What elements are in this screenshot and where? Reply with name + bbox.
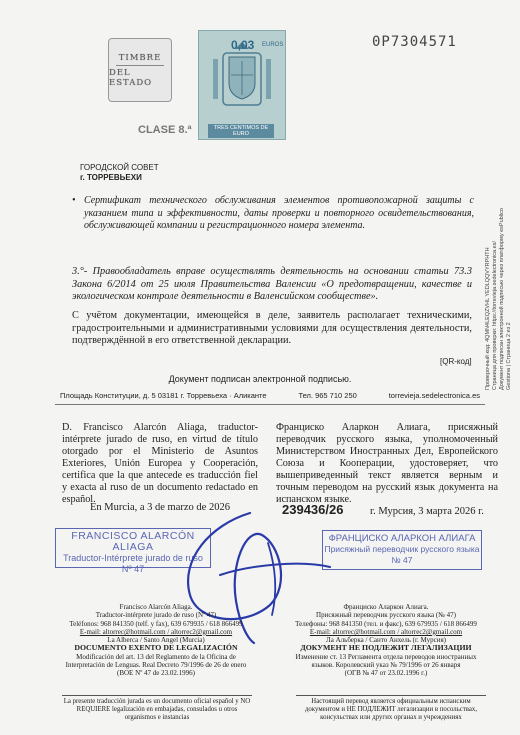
info-es-decree: Modificación del art. 13 del Reglamento de la Oficina de Interpretación de Lenguas. Real Decreto 79/1996 de 26 de enero: [65, 652, 247, 670]
info-ru-phones: Телефоны: 968 841350 (тел. и факс), 639 679935 / 618 866499: [295, 619, 477, 628]
serial-number: 0P7304571: [372, 34, 457, 50]
paragraph-4: С учётом документации, имеющейся в деле, заявитель располагает техническими, градостроительными и административными условиями для осуществления деятельности, подтверждённой в его ответственной декларации.: [72, 310, 472, 346]
info-es-name: Francisco Alarcón Aliaga.: [119, 603, 193, 611]
legalization-note-es: La presente traducción jurada es un documento oficial español y NO REQUIERE legalización en embajadas, consulados u otros organismos e instancias: [62, 695, 252, 723]
timbre-line-2: DEL ESTADO: [109, 67, 153, 88]
council-footer: [60, 391, 480, 400]
council-header: [80, 163, 159, 183]
info-ru-location: Ла Альберка / Санто Анхель (г. Мурсия): [325, 636, 447, 645]
info-es-location: La Alberca / Santo Angel (Murcia): [107, 636, 205, 645]
certification-ru: Франциско Аларкон Алиага, присяжный переводчик русского языка, уполномоченный Министерством Иностранных Дел, Европейского Союза и Кооперации, удостоверяет, что вышеприведенный текст является верным и точным переводом на русский язык документа на испанском языке.: [276, 422, 498, 505]
legalization-note-ru: Настоящий перевод является официальным испанским документом и НЕ ПОДЛЕЖИТ легализации в посольствах, консульствах или других органах и учреждениях: [296, 695, 486, 723]
verification-line-1: Проверочный код: 4QMN4LEQZVHL YEDLQQVYRPHTH: [485, 247, 491, 390]
info-es-boe: (BOE Nº 47 de 23.02.1996): [117, 669, 195, 678]
verification-line-2: Страница для проверки: https://torrevieja.sedelectronica.es/: [492, 241, 498, 390]
clase-label: CLASE 8.ª: [138, 124, 192, 136]
bullet-icon: •: [72, 195, 76, 206]
footer-address: Площадь Конституции, д. 5 03181 г. Торревьеха · Аликанте: [60, 391, 267, 400]
timbre-line-1: TIMBRE: [118, 52, 162, 63]
translator-info-ru: [286, 603, 486, 678]
stamp-es-number: Nº 47: [121, 564, 145, 574]
council-city: г. ТОРРЕВЬЕХИ: [80, 173, 142, 182]
info-ru-email[interactable]: E-mail: altorrec@hotmail.com / altorrec2@gmail.com: [309, 627, 463, 636]
stamp-es-title: Traductor-Intérprete jurado de ruso: [63, 553, 203, 563]
info-ru-decree: Изменение ст. 13 Регламента отдела переводов иностранных языков. Королевский указ № 79/1996 от 26 января: [295, 652, 477, 670]
info-es-email[interactable]: E-mail: altorrec@hotmail.com / altorrec2@gmail.com: [79, 627, 233, 636]
info-ru-title: Присяжный переводчик русского языка (№ 47): [316, 611, 456, 620]
info-ru-boe: (ОГВ № 47 от 23.02.1996 г.): [344, 669, 428, 678]
verification-line-3: Документ подписан электронной подписью через платформу esPublico: [499, 208, 505, 390]
info-es-phones: Teléfonos: 968 841350 (telf. y fax), 639 679935 / 618 866499: [69, 619, 243, 628]
council-name: ГОРОДСКОЙ СОВЕТ: [80, 163, 159, 172]
timbre-stamp: [108, 38, 172, 102]
certificate-bullet: [72, 195, 474, 233]
bullet-text: Сертификат технического обслуживания элементов противопожарной защиты с указанием типа и эффективности, даты проверки и повторного освидетельствования, обслуживающей компании и регистрационного номера элемента.: [84, 195, 474, 231]
seal-bottom-text: TRES CENTIMOS DE EURO: [208, 124, 274, 138]
footer-divider: [55, 404, 485, 405]
footer-site[interactable]: torrevieja.sedelectronica.es: [388, 391, 480, 400]
verification-text: [485, 208, 513, 390]
info-es-title: Traductor-intérprete jurado de ruso (Nº 47): [95, 611, 217, 620]
seal-currency: EUROS: [262, 42, 284, 48]
info-es-heading: DOCUMENTO EXENTO DE LEGALIZACIÓN: [74, 643, 238, 653]
paragraph-3: 3.°- Правообладатель вправе осуществлять деятельность на основании статьи 73.3 Закона 6/2014 от 25 июля Правительства Валенсии «О предотвращении, качестве и экологическом контроле деятельности в Валенсийском сообществе».: [72, 266, 472, 302]
seal-value: 0,03: [231, 38, 255, 52]
timbre-divider: [116, 65, 164, 66]
footer-phone: Тел. 965 710 250: [298, 391, 357, 400]
stamp-ru-title: Присяжный переводчик русского языка: [324, 544, 480, 554]
date-ru: г. Мурсия, 3 марта 2026 г.: [370, 506, 484, 517]
case-number: 239436/26: [282, 502, 344, 517]
translator-stamp-ru: [322, 530, 482, 570]
qr-label: [QR-код]: [440, 357, 472, 366]
verification-line-4: Gestiona | Страница 2 из 2: [506, 322, 512, 390]
stamp-ru-name: ФРАНЦИСКО АЛАРКОН АЛИАГА: [328, 533, 476, 544]
stamp-es-name: FRANCISCO ALARCÓN ALIAGA: [71, 530, 195, 553]
signed-note: Документ подписан электронной подписью.: [168, 374, 352, 384]
verification-sidebar: [485, 200, 512, 390]
translator-info-es: [56, 603, 256, 678]
info-ru-heading: ДОКУМЕНТ НЕ ПОДЛЕЖИТ ЛЕГАЛИЗАЦИИ: [300, 643, 472, 653]
certification-es: D. Francisco Alarcón Aliaga, traductor-intérprete jurado de ruso, en virtud de título otorgado por el Ministerio de Asuntos Exteriores, Unión Europea y Cooperación, certifica que la que antecede es traducción fiel y exacta al ruso de un documento redactado en español.: [62, 422, 258, 505]
info-ru-name: Франциско Аларкон Алиага.: [343, 603, 429, 611]
date-es: En Murcia, a 3 de marzo de 2026: [90, 502, 230, 513]
stamp-ru-number: № 47: [391, 555, 413, 565]
